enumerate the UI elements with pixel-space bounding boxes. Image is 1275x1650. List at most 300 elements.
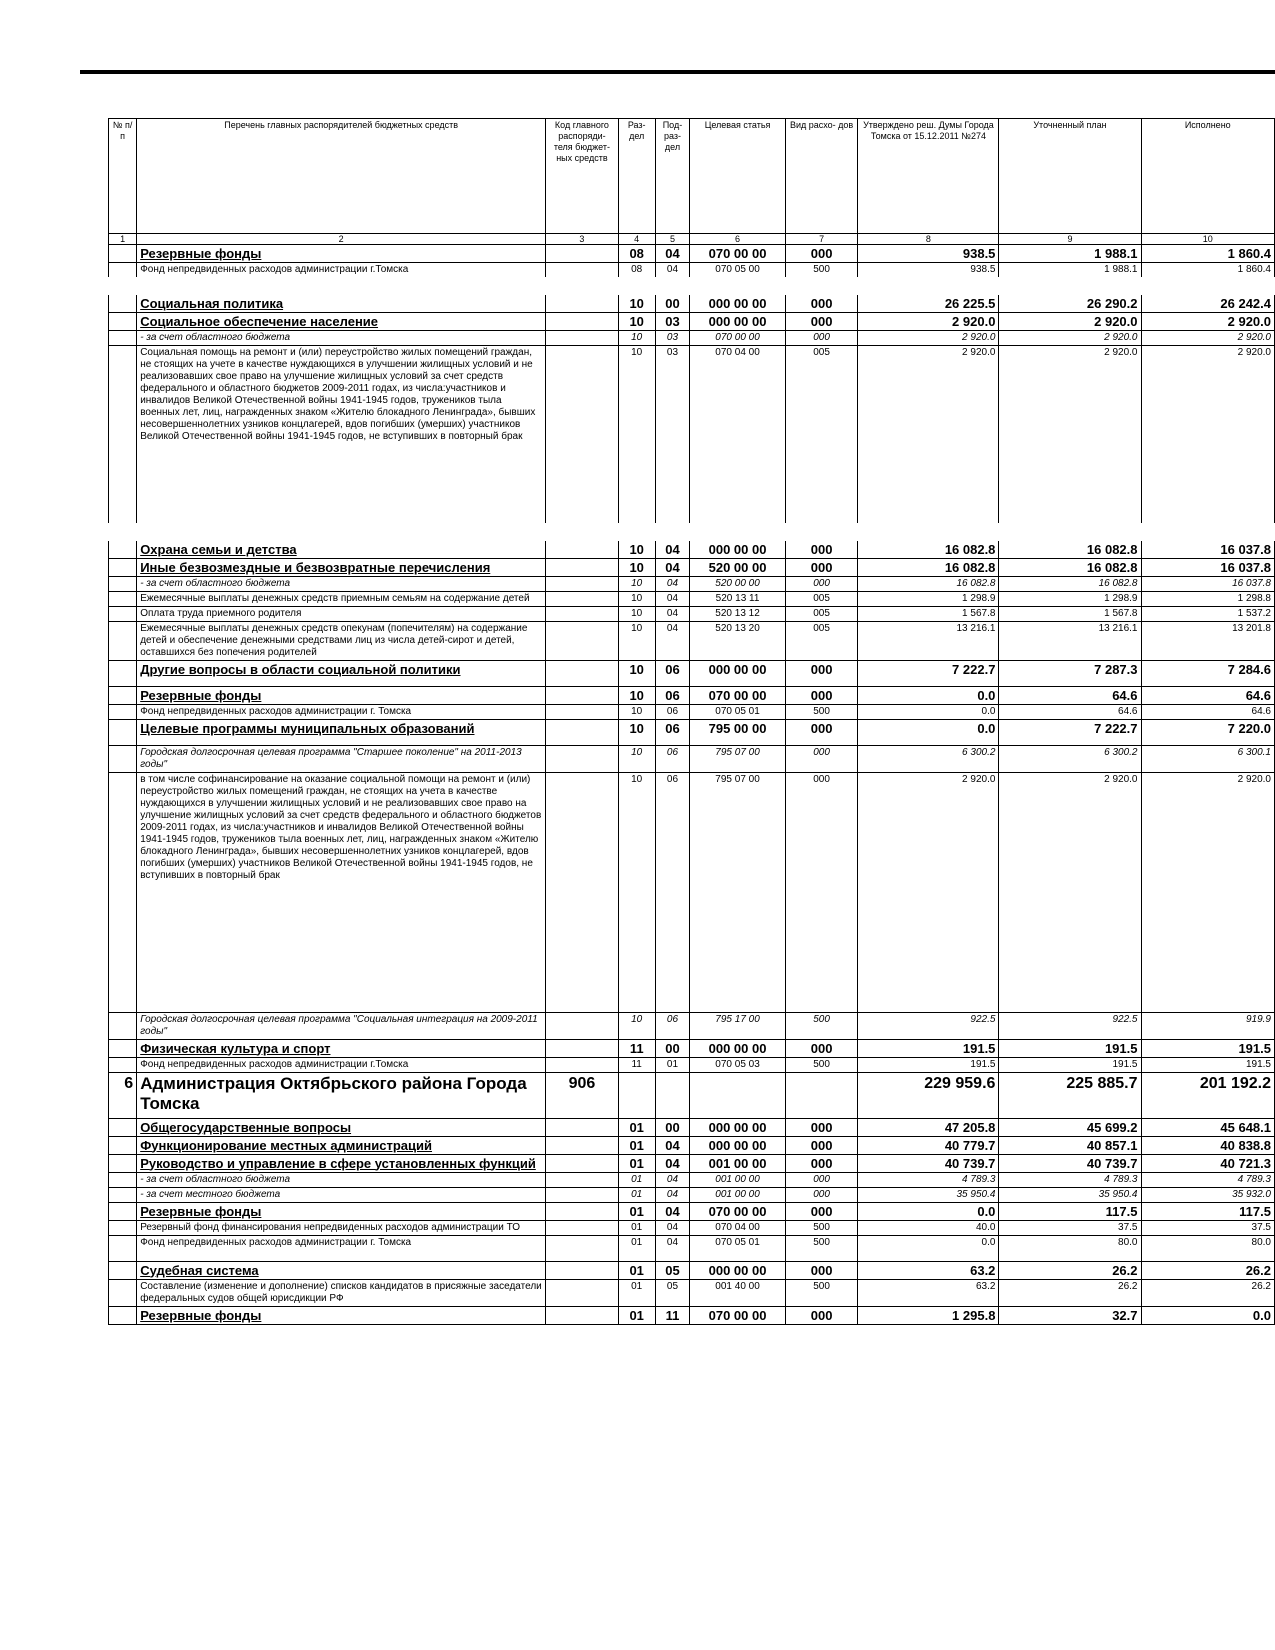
cell-no — [109, 313, 137, 331]
cell-podrazdel: 04 — [655, 263, 690, 287]
cell-razdel: 10 — [618, 346, 655, 532]
cell-name: Администрация Октябрьского района Города Томска — [137, 1072, 546, 1118]
cell-no: 6 — [109, 1072, 137, 1118]
cell-name: Охрана семьи и детства — [137, 532, 546, 559]
cell-approved: 191.5 — [858, 1057, 999, 1072]
cell-razdel: 01 — [618, 1279, 655, 1306]
cell-razdel: 10 — [618, 331, 655, 346]
cell-name: Общегосударственные вопросы — [137, 1118, 546, 1136]
cell-name: Ежемесячные выплаты денежных средств приемным семьям на содержание детей — [137, 591, 546, 606]
cell-approved: 2 920.0 — [858, 331, 999, 346]
cell-vid: 500 — [785, 704, 858, 719]
table-row — [109, 621, 1275, 660]
cell-no — [109, 606, 137, 621]
cell-name: в том числе софинансирование на оказание социальной помощи на ремонт и (или) переустройство жилых помещений граждан, не стоящих на учета в качестве нуждающихся в улучшении жилищных условий и не реализовавших свое право на улучшение жилищных условий за счет средств федерального и областного бюджетов 2009-2011 годах, из числа:участников и инвалидов Великой Отечественной войны 1941-1945 годов, тружеников тыла военных лет, лиц, награжденных знаком «Жителю блокадного Ленинграда», бывших несовершеннолетних узников концлагерей, вдов погибших (умерших) участников Великой Отечественной войны 1941-1945 годов, не вступивших в повторный брак — [137, 772, 546, 1012]
cell-razdel: 10 — [618, 1012, 655, 1039]
cell-podrazdel: 00 — [655, 1118, 690, 1136]
cell-plan: 64.6 — [999, 686, 1141, 704]
table-row — [109, 1261, 1275, 1279]
table-row — [109, 660, 1275, 686]
cell-code — [546, 1235, 619, 1261]
cell-plan: 2 920.0 — [999, 313, 1141, 331]
cell-vid: 000 — [785, 1154, 858, 1172]
cell-vid: 005 — [785, 606, 858, 621]
cell-podrazdel: 04 — [655, 591, 690, 606]
cell-code — [546, 772, 619, 1012]
cell-name: Целевые программы муниципальных образований — [137, 719, 546, 745]
cell-code — [546, 576, 619, 591]
table-row — [109, 1187, 1275, 1202]
cell-plan: 6 300.2 — [999, 745, 1141, 772]
cell-vid: 000 — [785, 1187, 858, 1202]
cell-name: Судебная система — [137, 1261, 546, 1279]
cell-article: 070 05 01 — [690, 704, 785, 719]
cell-approved: 7 222.7 — [858, 660, 999, 686]
cell-approved: 0.0 — [858, 1235, 999, 1261]
cell-no — [109, 1057, 137, 1072]
cell-podrazdel: 04 — [655, 576, 690, 591]
header-podrazdel: Под- раз- дел — [655, 119, 690, 234]
cell-done: 40 838.8 — [1141, 1136, 1275, 1154]
header-no: № п/п — [109, 119, 137, 234]
cell-razdel: 10 — [618, 660, 655, 686]
cell-done: 6 300.1 — [1141, 745, 1275, 772]
table-row — [109, 1136, 1275, 1154]
cell-done: 2 920.0 — [1141, 346, 1275, 532]
cell-article: 000 00 00 — [690, 660, 785, 686]
cell-vid: 005 — [785, 621, 858, 660]
cell-code — [546, 263, 619, 287]
cell-article: 070 00 00 — [690, 1306, 785, 1324]
cell-podrazdel: 04 — [655, 1154, 690, 1172]
cell-done: 1 860.4 — [1141, 245, 1275, 263]
table-body — [109, 245, 1275, 1325]
cell-vid: 500 — [785, 1235, 858, 1261]
cell-no — [109, 660, 137, 686]
table-row — [109, 1279, 1275, 1306]
cell-razdel: 10 — [618, 576, 655, 591]
cell-no — [109, 621, 137, 660]
cell-vid — [785, 1072, 858, 1118]
cell-article: 795 00 00 — [690, 719, 785, 745]
cell-code — [546, 245, 619, 263]
cell-done: 16 037.8 — [1141, 558, 1275, 576]
header-done: Исполнено — [1141, 119, 1275, 234]
cell-no — [109, 1261, 137, 1279]
cell-approved: 922.5 — [858, 1012, 999, 1039]
cell-approved: 16 082.8 — [858, 576, 999, 591]
cell-razdel: 01 — [618, 1220, 655, 1235]
cell-code — [546, 1187, 619, 1202]
cell-no — [109, 591, 137, 606]
cell-no — [109, 1039, 137, 1057]
header-article: Целевая статья — [690, 119, 785, 234]
cell-code — [546, 1220, 619, 1235]
cell-plan: 37.5 — [999, 1220, 1141, 1235]
cell-approved: 2 920.0 — [858, 313, 999, 331]
cell-article: 070 05 01 — [690, 1235, 785, 1261]
cell-vid: 000 — [785, 1136, 858, 1154]
cell-article: 520 00 00 — [690, 576, 785, 591]
cell-code — [546, 1202, 619, 1220]
cell-approved: 40 779.7 — [858, 1136, 999, 1154]
cell-code — [546, 558, 619, 576]
cell-article: 795 07 00 — [690, 745, 785, 772]
cell-article: 000 00 00 — [690, 313, 785, 331]
cell-article: 001 40 00 — [690, 1279, 785, 1306]
cell-vid: 000 — [785, 1261, 858, 1279]
table-row — [109, 331, 1275, 346]
cell-code — [546, 1172, 619, 1187]
cell-code — [546, 686, 619, 704]
cell-article: 001 00 00 — [690, 1154, 785, 1172]
cell-name: Функционирование местных администраций — [137, 1136, 546, 1154]
cell-plan: 191.5 — [999, 1039, 1141, 1057]
cell-podrazdel: 04 — [655, 558, 690, 576]
cell-name: Оплата труда приемного родителя — [137, 606, 546, 621]
cell-article: 070 00 00 — [690, 1202, 785, 1220]
cell-vid: 000 — [785, 576, 858, 591]
cell-code — [546, 660, 619, 686]
cell-no — [109, 1235, 137, 1261]
cell-no — [109, 1220, 137, 1235]
header-row — [109, 119, 1275, 234]
cell-razdel: 01 — [618, 1154, 655, 1172]
cell-article: 070 00 00 — [690, 245, 785, 263]
cell-article — [690, 1072, 785, 1118]
cell-done: 201 192.2 — [1141, 1072, 1275, 1118]
cell-name: Социальная помощь на ремонт и (или) переустройство жилых помещений граждан, не стоящих на учете в качестве нуждающихся в улучшении жилищных условий и не реализовавших свое право на улучшение жилищных условий за счет средств федерального и областного бюджетов 2009-2011 годах, из числа:участников и инвалидов Великой Отечественной войны 1941-1945 годов, тружеников тыла военных лет, лиц, награжденных знаком «Жителю блокадного Ленинграда», бывших несовершеннолетних узников концлагерей, вдов погибших (умерших) участников Великой Отечественной войны 1941-1945 годов, не вступивших в повторный брак — [137, 346, 546, 532]
cell-approved: 40.0 — [858, 1220, 999, 1235]
cell-approved: 191.5 — [858, 1039, 999, 1057]
cell-done: 26.2 — [1141, 1279, 1275, 1306]
cell-code — [546, 1012, 619, 1039]
cell-article: 070 00 00 — [690, 686, 785, 704]
cell-podrazdel: 00 — [655, 1039, 690, 1057]
cell-vid: 000 — [785, 286, 858, 313]
cell-code — [546, 1261, 619, 1279]
cell-vid: 000 — [785, 660, 858, 686]
cell-no — [109, 1306, 137, 1324]
cell-razdel: 10 — [618, 704, 655, 719]
cell-podrazdel: 04 — [655, 532, 690, 559]
cell-vid: 500 — [785, 1012, 858, 1039]
column-number: 7 — [785, 234, 858, 245]
cell-no — [109, 558, 137, 576]
cell-code — [546, 286, 619, 313]
cell-razdel: 10 — [618, 606, 655, 621]
cell-vid: 000 — [785, 1202, 858, 1220]
cell-article: 000 00 00 — [690, 286, 785, 313]
cell-article: 795 17 00 — [690, 1012, 785, 1039]
cell-vid: 000 — [785, 772, 858, 1012]
cell-plan: 1 298.9 — [999, 591, 1141, 606]
cell-no — [109, 1012, 137, 1039]
cell-article: 520 13 20 — [690, 621, 785, 660]
cell-name: Фонд непредвиденных расходов администрации г.Томска — [137, 263, 546, 287]
cell-razdel: 01 — [618, 1261, 655, 1279]
cell-approved: 0.0 — [858, 686, 999, 704]
cell-code — [546, 331, 619, 346]
table-row — [109, 263, 1275, 287]
cell-code — [546, 1279, 619, 1306]
table-row — [109, 606, 1275, 621]
cell-no — [109, 286, 137, 313]
cell-article: 000 00 00 — [690, 532, 785, 559]
cell-vid: 500 — [785, 1220, 858, 1235]
table-row — [109, 1057, 1275, 1072]
cell-vid: 500 — [785, 1057, 858, 1072]
cell-plan: 26.2 — [999, 1279, 1141, 1306]
column-number: 5 — [655, 234, 690, 245]
cell-code — [546, 346, 619, 532]
cell-podrazdel: 03 — [655, 331, 690, 346]
cell-razdel: 10 — [618, 313, 655, 331]
cell-podrazdel: 06 — [655, 704, 690, 719]
cell-name: Фонд непредвиденных расходов администрации г.Томска — [137, 1057, 546, 1072]
cell-podrazdel: 05 — [655, 1279, 690, 1306]
cell-approved: 63.2 — [858, 1279, 999, 1306]
cell-vid: 000 — [785, 745, 858, 772]
column-number: 2 — [137, 234, 546, 245]
table-row — [109, 704, 1275, 719]
column-number: 3 — [546, 234, 619, 245]
cell-approved: 1 298.9 — [858, 591, 999, 606]
cell-no — [109, 532, 137, 559]
cell-article: 520 13 12 — [690, 606, 785, 621]
cell-vid: 000 — [785, 1118, 858, 1136]
header-code: Код главного распоряди- теля бюджет- ных средств — [546, 119, 619, 234]
cell-razdel: 08 — [618, 245, 655, 263]
cell-vid: 000 — [785, 1306, 858, 1324]
cell-done: 191.5 — [1141, 1057, 1275, 1072]
cell-razdel — [618, 1072, 655, 1118]
cell-podrazdel: 01 — [655, 1057, 690, 1072]
cell-article: 520 00 00 — [690, 558, 785, 576]
cell-plan: 40 739.7 — [999, 1154, 1141, 1172]
cell-podrazdel: 06 — [655, 1012, 690, 1039]
cell-code — [546, 313, 619, 331]
cell-razdel: 01 — [618, 1136, 655, 1154]
cell-plan: 35 950.4 — [999, 1187, 1141, 1202]
cell-plan: 2 920.0 — [999, 331, 1141, 346]
cell-approved: 40 739.7 — [858, 1154, 999, 1172]
cell-vid: 500 — [785, 1279, 858, 1306]
cell-plan: 16 082.8 — [999, 532, 1141, 559]
column-number: 10 — [1141, 234, 1275, 245]
cell-name: Городская долгосрочная целевая программа "Социальная интеграция на 2009-2011 годы" — [137, 1012, 546, 1039]
cell-approved: 2 920.0 — [858, 772, 999, 1012]
cell-approved: 0.0 — [858, 719, 999, 745]
cell-podrazdel: 06 — [655, 772, 690, 1012]
cell-plan: 16 082.8 — [999, 576, 1141, 591]
cell-razdel: 11 — [618, 1057, 655, 1072]
cell-name: Физическая культура и спорт — [137, 1039, 546, 1057]
cell-podrazdel: 03 — [655, 346, 690, 532]
table-row — [109, 745, 1275, 772]
cell-vid: 000 — [785, 1172, 858, 1187]
cell-article: 000 00 00 — [690, 1261, 785, 1279]
cell-razdel: 01 — [618, 1187, 655, 1202]
cell-razdel: 11 — [618, 1039, 655, 1057]
table-row — [109, 532, 1275, 559]
cell-razdel: 01 — [618, 1172, 655, 1187]
cell-plan: 13 216.1 — [999, 621, 1141, 660]
cell-vid: 000 — [785, 686, 858, 704]
cell-approved: 938.5 — [858, 245, 999, 263]
cell-razdel: 01 — [618, 1202, 655, 1220]
cell-podrazdel: 04 — [655, 1202, 690, 1220]
cell-done: 919.9 — [1141, 1012, 1275, 1039]
cell-code: 906 — [546, 1072, 619, 1118]
cell-no — [109, 1118, 137, 1136]
column-number: 1 — [109, 234, 137, 245]
cell-code — [546, 532, 619, 559]
cell-done: 80.0 — [1141, 1235, 1275, 1261]
cell-approved: 1 295.8 — [858, 1306, 999, 1324]
cell-approved: 13 216.1 — [858, 621, 999, 660]
cell-name: Резервные фонды — [137, 1306, 546, 1324]
cell-vid: 000 — [785, 558, 858, 576]
table-row — [109, 1118, 1275, 1136]
cell-name: Социальная политика — [137, 286, 546, 313]
cell-article: 795 07 00 — [690, 772, 785, 1012]
cell-no — [109, 704, 137, 719]
cell-no — [109, 576, 137, 591]
cell-podrazdel: 04 — [655, 1235, 690, 1261]
cell-plan: 1 988.1 — [999, 263, 1141, 287]
cell-razdel: 10 — [618, 719, 655, 745]
header-plan: Уточненный план — [999, 119, 1141, 234]
cell-name: - за счет местного бюджета — [137, 1187, 546, 1202]
cell-razdel: 08 — [618, 263, 655, 287]
header-razdel: Раз- дел — [618, 119, 655, 234]
cell-done: 16 037.8 — [1141, 576, 1275, 591]
cell-code — [546, 719, 619, 745]
cell-done: 2 920.0 — [1141, 313, 1275, 331]
cell-approved: 4 789.3 — [858, 1172, 999, 1187]
cell-podrazdel: 04 — [655, 606, 690, 621]
cell-name: - за счет областного бюджета — [137, 576, 546, 591]
cell-plan: 40 857.1 — [999, 1136, 1141, 1154]
header-vid: Вид расхо- дов — [785, 119, 858, 234]
cell-no — [109, 686, 137, 704]
cell-plan: 80.0 — [999, 1235, 1141, 1261]
cell-done: 13 201.8 — [1141, 621, 1275, 660]
cell-name: Резервные фонды — [137, 1202, 546, 1220]
cell-plan: 26.2 — [999, 1261, 1141, 1279]
cell-approved: 16 082.8 — [858, 532, 999, 559]
cell-no — [109, 1202, 137, 1220]
cell-approved: 0.0 — [858, 704, 999, 719]
cell-code — [546, 745, 619, 772]
cell-article: 070 05 00 — [690, 263, 785, 287]
cell-plan: 117.5 — [999, 1202, 1141, 1220]
cell-done: 37.5 — [1141, 1220, 1275, 1235]
cell-code — [546, 1118, 619, 1136]
cell-no — [109, 719, 137, 745]
cell-done: 64.6 — [1141, 686, 1275, 704]
cell-vid: 000 — [785, 719, 858, 745]
cell-razdel: 10 — [618, 745, 655, 772]
cell-done: 16 037.8 — [1141, 532, 1275, 559]
cell-approved: 16 082.8 — [858, 558, 999, 576]
cell-plan: 7 222.7 — [999, 719, 1141, 745]
cell-no — [109, 1172, 137, 1187]
cell-article: 000 00 00 — [690, 1136, 785, 1154]
cell-podrazdel: 00 — [655, 286, 690, 313]
cell-razdel: 10 — [618, 686, 655, 704]
cell-code — [546, 1039, 619, 1057]
cell-article: 070 04 00 — [690, 1220, 785, 1235]
cell-code — [546, 606, 619, 621]
cell-approved: 0.0 — [858, 1202, 999, 1220]
cell-plan: 16 082.8 — [999, 558, 1141, 576]
cell-approved: 2 920.0 — [858, 346, 999, 532]
cell-vid: 000 — [785, 313, 858, 331]
cell-approved: 47 205.8 — [858, 1118, 999, 1136]
table-row — [109, 1235, 1275, 1261]
cell-podrazdel: 06 — [655, 660, 690, 686]
table-row — [109, 576, 1275, 591]
table-row — [109, 1220, 1275, 1235]
cell-razdel: 01 — [618, 1118, 655, 1136]
cell-podrazdel: 06 — [655, 745, 690, 772]
cell-razdel: 01 — [618, 1306, 655, 1324]
cell-name: Руководство и управление в сфере установленных функций — [137, 1154, 546, 1172]
table-row — [109, 245, 1275, 263]
cell-name: Другие вопросы в области социальной политики — [137, 660, 546, 686]
cell-podrazdel — [655, 1072, 690, 1118]
cell-done: 0.0 — [1141, 1306, 1275, 1324]
column-number: 4 — [618, 234, 655, 245]
cell-done: 1 860.4 — [1141, 263, 1275, 287]
table-row — [109, 286, 1275, 313]
table-row — [109, 1154, 1275, 1172]
cell-razdel: 10 — [618, 621, 655, 660]
cell-plan: 26 290.2 — [999, 286, 1141, 313]
cell-code — [546, 1306, 619, 1324]
cell-approved: 1 567.8 — [858, 606, 999, 621]
cell-plan: 4 789.3 — [999, 1172, 1141, 1187]
cell-code — [546, 621, 619, 660]
column-number-row — [109, 234, 1275, 245]
cell-article: 520 13 11 — [690, 591, 785, 606]
cell-code — [546, 1154, 619, 1172]
column-number: 8 — [858, 234, 999, 245]
cell-podrazdel: 05 — [655, 1261, 690, 1279]
cell-approved: 63.2 — [858, 1261, 999, 1279]
cell-podrazdel: 06 — [655, 719, 690, 745]
top-rule — [80, 70, 1275, 74]
cell-podrazdel: 04 — [655, 1172, 690, 1187]
cell-vid: 005 — [785, 591, 858, 606]
cell-code — [546, 1057, 619, 1072]
table-row — [109, 558, 1275, 576]
cell-podrazdel: 04 — [655, 1220, 690, 1235]
cell-name: - за счет областного бюджета — [137, 1172, 546, 1187]
cell-plan: 32.7 — [999, 1306, 1141, 1324]
cell-article: 070 04 00 — [690, 346, 785, 532]
cell-name: Резервные фонды — [137, 686, 546, 704]
cell-podrazdel: 04 — [655, 1187, 690, 1202]
cell-done: 7 284.6 — [1141, 660, 1275, 686]
cell-podrazdel: 04 — [655, 1136, 690, 1154]
cell-no — [109, 772, 137, 1012]
cell-article: 070 00 00 — [690, 331, 785, 346]
cell-approved: 6 300.2 — [858, 745, 999, 772]
table-row — [109, 1072, 1275, 1118]
